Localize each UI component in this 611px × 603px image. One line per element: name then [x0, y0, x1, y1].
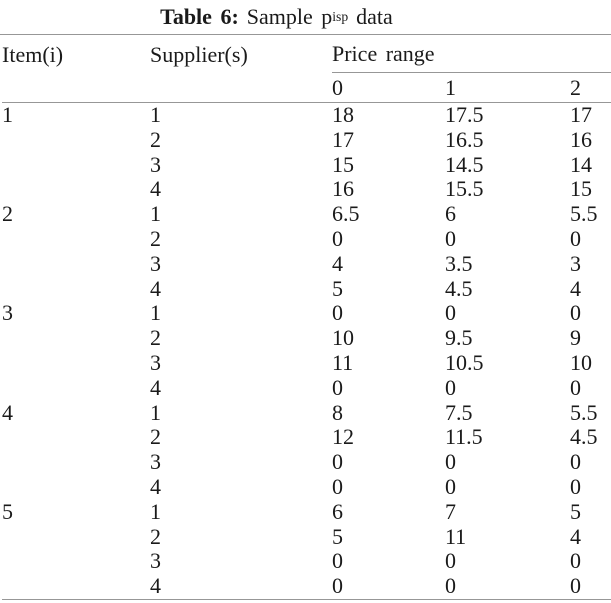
price-cell-1: 17.5 — [445, 102, 484, 127]
price-cell-1: 0 — [445, 548, 456, 574]
price-cell-2: 15 — [570, 176, 592, 202]
price-cell-2: 3 — [570, 250, 581, 276]
item-cell: 2 — [2, 201, 13, 227]
price-level-header-row — [2, 73, 611, 103]
price-cell-2: 4 — [570, 275, 581, 301]
supplier-cell: 2 — [150, 126, 161, 152]
table-row — [2, 475, 611, 500]
price-cell-2: 0 — [570, 374, 581, 400]
price-cell-1: 0 — [445, 473, 456, 499]
supplier-cell: 3 — [150, 250, 161, 276]
price-cell-1: 16.5 — [445, 126, 484, 152]
item-cell: 3 — [2, 300, 13, 326]
supplier-cell: 4 — [150, 176, 161, 202]
supplier-cell: 4 — [150, 275, 161, 301]
price-cell-2: 9 — [570, 325, 581, 351]
empty-cell — [2, 73, 150, 102]
table-row — [2, 103, 611, 128]
col-header-item: Item(i) — [2, 42, 64, 67]
supplier-cell: 2 — [150, 523, 161, 549]
price-level-header-2: 2 — [570, 74, 581, 100]
empty-cell — [150, 73, 332, 102]
price-cell-1: 0 — [445, 225, 456, 251]
price-cell-1: 7 — [445, 498, 456, 524]
table-header-row — [2, 35, 611, 73]
table-row — [2, 500, 611, 525]
price-cell-1: 11.5 — [445, 424, 483, 450]
price-cell-1: 0 — [445, 449, 456, 475]
price-cell-1: 9.5 — [445, 325, 473, 351]
price-cell-0: 18 — [332, 102, 354, 127]
price-cell-1: 11 — [445, 523, 467, 549]
table-row — [2, 326, 611, 351]
supplier-cell: 3 — [150, 449, 161, 475]
col-header-supplier: Supplier(s) — [150, 42, 248, 67]
price-cell-0: 16 — [332, 176, 354, 202]
price-cell-0: 0 — [332, 473, 343, 499]
price-cell-1: 6 — [445, 201, 456, 227]
price-cell-0: 5 — [332, 523, 343, 549]
price-cell-2: 10 — [570, 349, 592, 375]
table-row — [2, 525, 611, 550]
supplier-cell: 4 — [150, 374, 161, 400]
price-cell-2: 16 — [570, 126, 592, 152]
table-row — [2, 153, 611, 178]
table-caption — [0, 0, 611, 34]
price-cell-0: 0 — [332, 374, 343, 400]
price-cell-2: 0 — [570, 573, 581, 599]
table-caption-number: Table 6: — [160, 4, 239, 29]
table-row — [2, 128, 611, 153]
price-cell-1: 4.5 — [445, 275, 473, 301]
price-cell-0: 12 — [332, 424, 354, 450]
price-cell-2: 0 — [570, 473, 581, 499]
table-row — [2, 574, 611, 599]
price-cell-0: 0 — [332, 225, 343, 251]
table-row — [2, 177, 611, 202]
price-cell-2: 5 — [570, 498, 581, 524]
supplier-cell: 1 — [150, 498, 161, 524]
supplier-cell: 3 — [150, 349, 161, 375]
price-cell-0: 17 — [332, 126, 354, 152]
supplier-cell: 3 — [150, 151, 161, 177]
table-row — [2, 450, 611, 475]
supplier-cell: 1 — [150, 201, 161, 227]
price-cell-0: 8 — [332, 399, 343, 425]
col-header-price-range: Price range — [332, 35, 611, 73]
supplier-cell: 2 — [150, 225, 161, 251]
data-table — [0, 34, 611, 600]
table-row — [2, 252, 611, 277]
price-cell-2: 5.5 — [570, 201, 598, 227]
price-cell-0: 0 — [332, 548, 343, 574]
supplier-cell: 1 — [150, 399, 161, 425]
supplier-cell: 4 — [150, 573, 161, 599]
table-row — [2, 401, 611, 426]
price-cell-0: 4 — [332, 250, 343, 276]
table-row — [2, 351, 611, 376]
price-cell-1: 7.5 — [445, 399, 473, 425]
table-row — [2, 549, 611, 574]
table-row — [2, 376, 611, 401]
price-cell-0: 6 — [332, 498, 343, 524]
table-row — [2, 202, 611, 227]
price-cell-1: 15.5 — [445, 176, 484, 202]
price-cell-0: 5 — [332, 275, 343, 301]
table-caption-subscript: isp — [332, 9, 349, 24]
price-cell-1: 0 — [445, 573, 456, 599]
table-caption-suffix: data — [356, 4, 393, 29]
price-cell-0: 6.5 — [332, 201, 360, 227]
table-row — [2, 227, 611, 252]
price-cell-2: 17 — [570, 102, 592, 127]
supplier-cell: 1 — [150, 300, 161, 326]
supplier-cell: 2 — [150, 325, 161, 351]
supplier-cell: 4 — [150, 473, 161, 499]
item-cell: 5 — [2, 498, 13, 524]
price-cell-2: 5.5 — [570, 399, 598, 425]
price-cell-0: 10 — [332, 325, 354, 351]
table-caption-text: Sample p — [246, 4, 333, 29]
price-cell-2: 0 — [570, 548, 581, 574]
price-cell-0: 0 — [332, 300, 343, 326]
supplier-cell: 2 — [150, 424, 161, 450]
price-level-header-1: 1 — [445, 74, 456, 100]
price-cell-2: 4.5 — [570, 424, 598, 450]
item-cell: 4 — [2, 399, 13, 425]
price-cell-2: 14 — [570, 151, 592, 177]
price-cell-2: 4 — [570, 523, 581, 549]
table-body — [2, 103, 611, 600]
price-cell-1: 14.5 — [445, 151, 484, 177]
item-cell: 1 — [2, 102, 13, 127]
supplier-cell: 3 — [150, 548, 161, 574]
supplier-cell: 1 — [150, 102, 161, 127]
price-cell-2: 0 — [570, 300, 581, 326]
price-cell-1: 0 — [445, 374, 456, 400]
price-level-header-0: 0 — [332, 74, 343, 100]
price-cell-2: 0 — [570, 449, 581, 475]
price-cell-0: 0 — [332, 573, 343, 599]
price-cell-0: 15 — [332, 151, 354, 177]
price-cell-0: 0 — [332, 449, 343, 475]
table-row — [2, 277, 611, 302]
price-cell-1: 10.5 — [445, 349, 484, 375]
price-cell-1: 0 — [445, 300, 456, 326]
table-row — [2, 301, 611, 326]
price-cell-1: 3.5 — [445, 250, 473, 276]
table-row — [2, 425, 611, 450]
price-cell-2: 0 — [570, 225, 581, 251]
price-cell-0: 11 — [332, 349, 354, 375]
